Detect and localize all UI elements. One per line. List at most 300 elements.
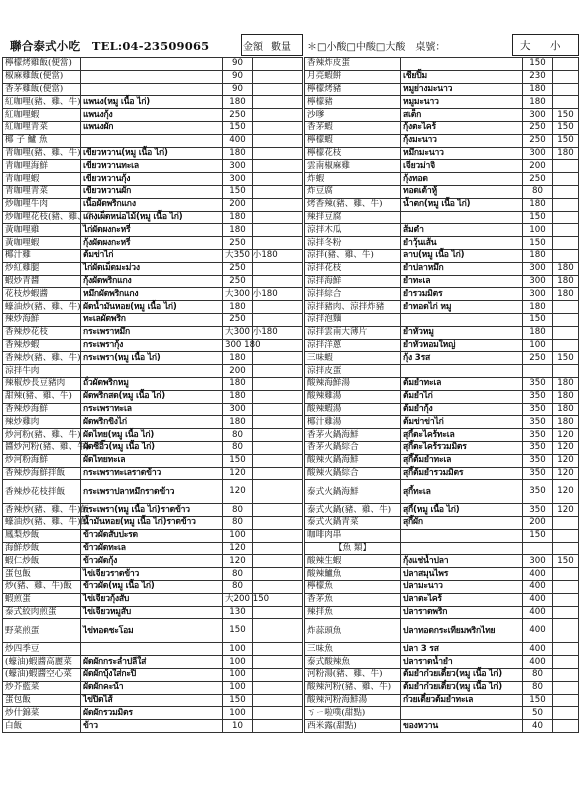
- menu-row: [3, 517, 303, 530]
- large-price: 400: [523, 656, 553, 669]
- menu-row: [305, 454, 579, 467]
- dish-name-chinese: 炸蝦: [305, 173, 401, 186]
- menu-row: [305, 581, 579, 594]
- dish-name-thai: ยำปลาหมึก: [401, 262, 523, 275]
- large-price: 80: [523, 669, 553, 682]
- menu-row: [3, 403, 303, 416]
- quantity-cell: [253, 109, 303, 122]
- menu-row: [3, 681, 303, 694]
- dish-name-thai: ไข่เจียวหมูสับ: [81, 606, 223, 619]
- dish-price: 90: [223, 83, 253, 96]
- menu-row: [305, 669, 579, 682]
- large-price: 80: [523, 185, 553, 198]
- large-column-label: 大: [520, 40, 531, 52]
- dish-name-chinese: 西米露(甜點): [305, 720, 401, 733]
- menu-row: [305, 96, 579, 109]
- quantity-cell: [253, 313, 303, 326]
- qty-column-label: 數量: [271, 42, 291, 53]
- menu-row: [3, 390, 303, 403]
- dish-name-chinese: 沙嗲: [305, 109, 401, 122]
- dish-name-chinese: 涼拌綜合: [305, 288, 401, 301]
- small-price: [553, 160, 579, 173]
- large-price: 80: [523, 681, 553, 694]
- dish-name-thai: ทอดเต้าหู้: [401, 185, 523, 198]
- dish-price: 100: [223, 643, 253, 656]
- dish-name-thai: ผัดพริกสด(หมู เนื้อ ไก่): [81, 390, 223, 403]
- dish-name-thai: ต้มยำก๋วยเตี๋ยว(หมู เนื้อ ไก่): [401, 669, 523, 682]
- large-price: 400: [523, 643, 553, 656]
- menu-row: [305, 185, 579, 198]
- dish-name-thai: [401, 211, 523, 224]
- menu-row: [3, 504, 303, 517]
- menu-row: [305, 694, 579, 707]
- dish-name-chinese: 檸檬烤雞飯(便當): [3, 58, 81, 71]
- dish-name-chinese: 酸辣火鍋海鮮: [305, 454, 401, 467]
- dish-name-chinese: 甜辣(豬、雞、牛): [3, 390, 81, 403]
- menu-row: [3, 720, 303, 733]
- dish-name-thai: ข้าวผัดทะเล: [81, 542, 223, 555]
- dish-name-chinese: 黃咖哩雞: [3, 224, 81, 237]
- dish-price: 120: [223, 542, 253, 555]
- dish-name-thai: ผัดผักบุ้งใส่กะปิ: [81, 669, 223, 682]
- dish-name-chinese: 香茅火鍋海鮮: [305, 429, 401, 442]
- menu-row: [305, 160, 579, 173]
- dish-name-chinese: 酸辣火鍋綜合: [305, 467, 401, 480]
- dish-name-chinese: 青咖哩海鮮: [3, 160, 81, 173]
- dish-name-thai: ผัดผักรวมมิตร: [81, 707, 223, 720]
- dish-price: 150: [223, 121, 253, 134]
- menu-row: [305, 58, 579, 71]
- dish-price: 300: [223, 173, 253, 186]
- menu-row: [305, 707, 579, 720]
- dish-name-chinese: 鳳梨炒飯: [3, 529, 81, 542]
- dish-name-thai: [401, 542, 523, 555]
- dish-name-chinese: 炒什錦菜: [3, 707, 81, 720]
- menu-row: [3, 643, 303, 656]
- large-price: 350: [523, 377, 553, 390]
- dish-name-thai: ไข่ปิดไส้: [81, 694, 223, 707]
- menu-row: [305, 377, 579, 390]
- dish-name-chinese: 炒咖哩牛肉: [3, 198, 81, 211]
- dish-price: 180: [223, 147, 253, 160]
- dish-name-chinese: 檸檬豬: [305, 96, 401, 109]
- right-menu-table: [304, 57, 579, 733]
- dish-price: 180: [223, 352, 253, 365]
- quantity-cell: [253, 504, 303, 517]
- dish-name-thai: หมึกผัดพริกแกง: [81, 288, 223, 301]
- quantity-cell: [253, 390, 303, 403]
- dish-name-thai: กระเพรา(หมู เนื้อ ไก่)ราดข้าว: [81, 504, 223, 517]
- menu-row: [3, 480, 303, 504]
- dish-name-chinese: 涼拌花枝: [305, 262, 401, 275]
- dish-price: 120: [223, 555, 253, 568]
- large-price: 230: [523, 70, 553, 83]
- quantity-cell: [253, 441, 303, 454]
- dish-price: 180: [223, 377, 253, 390]
- dish-name-chinese: 檸檬烤豬: [305, 83, 401, 96]
- menu-row: [3, 147, 303, 160]
- dish-price: 250: [223, 275, 253, 288]
- quantity-cell: [253, 669, 303, 682]
- dish-name-thai: ยำทะเล: [401, 275, 523, 288]
- menu-row: [3, 416, 303, 429]
- dish-name-thai: ปลาทอดกระเทียมพริกไทย: [401, 619, 523, 643]
- menu-row: [3, 83, 303, 96]
- dish-name-chinese: 涼拌木瓜: [305, 224, 401, 237]
- quantity-cell: [253, 211, 303, 224]
- dish-price: 80: [223, 441, 253, 454]
- menu-row: [3, 656, 303, 669]
- small-column-label: 小: [550, 40, 561, 52]
- dish-name-chinese: 海鮮炒飯: [3, 542, 81, 555]
- small-price: [553, 581, 579, 594]
- large-price: 180: [523, 249, 553, 262]
- dish-name-chinese: 炒河粉海鮮: [3, 454, 81, 467]
- quantity-cell: [253, 185, 303, 198]
- quantity-cell: [253, 134, 303, 147]
- dish-name-thai: ต้มข่าข่าไก่: [401, 416, 523, 429]
- quantity-cell: [253, 237, 303, 250]
- large-price: 250: [523, 134, 553, 147]
- dish-name-chinese: 咖啡肉串: [305, 529, 401, 542]
- dish-name-thai: กุ้งแช่น้ำปลา: [401, 555, 523, 568]
- quantity-cell: [253, 720, 303, 733]
- dish-name-thai: ไข่เจียวราดข้าว: [81, 568, 223, 581]
- menu-row: [305, 403, 579, 416]
- large-price: 400: [523, 593, 553, 606]
- large-price: 50: [523, 707, 553, 720]
- quantity-cell: [253, 517, 303, 530]
- small-price: [553, 529, 579, 542]
- dish-name-chinese: 酸辣蝦湯: [305, 403, 401, 416]
- dish-name-thai: น้ำตก(หมู เนื้อ ไก่): [401, 198, 523, 211]
- dish-name-thai: ไข่เจียวกุ้งสับ: [81, 593, 223, 606]
- dish-price: 150: [223, 185, 253, 198]
- dish-name-thai: ผัดไทย(หมู เนื้อ ไก่): [81, 429, 223, 442]
- dish-name-thai: กระเพรากุ้ง: [81, 339, 223, 352]
- dish-name-chinese: 香茅雞飯(便當): [3, 83, 81, 96]
- small-price: 120: [553, 441, 579, 454]
- menu-row: [3, 441, 303, 454]
- dish-name-thai: ต้มยำทะเล: [401, 377, 523, 390]
- quantity-cell: [253, 694, 303, 707]
- dish-name-thai: ผัดน้ำมันหอย(หมู เนื้อ ไก่): [81, 301, 223, 314]
- dish-name-thai: [401, 707, 523, 720]
- dish-price: 100: [223, 529, 253, 542]
- dish-name-thai: เขียวหวานกุ้ง: [81, 173, 223, 186]
- large-price: 300: [523, 109, 553, 122]
- small-price: [553, 83, 579, 96]
- section-header-row: [305, 542, 579, 555]
- menu-row: [3, 211, 303, 224]
- dish-name-thai: สุกี้ผัก: [401, 517, 523, 530]
- dish-name-chinese: 香辣炒花枝: [3, 326, 81, 339]
- dish-name-thai: ต้มข่าไก่: [81, 249, 223, 262]
- quantity-cell: [253, 542, 303, 555]
- small-price: 180: [553, 416, 579, 429]
- dish-name-thai: ผัดผักคะน้า: [81, 681, 223, 694]
- dish-name-thai: ผัดซีอิ๊ว(หมู เนื้อ ไก่): [81, 441, 223, 454]
- menu-row: [305, 720, 579, 733]
- menu-row: [305, 504, 579, 517]
- menu-row: [3, 173, 303, 186]
- dish-name-thai: [401, 58, 523, 71]
- menu-row: [3, 185, 303, 198]
- dish-name-chinese: 香辣炒(豬、雞、牛)飯: [3, 504, 81, 517]
- menu-row: [305, 224, 579, 237]
- quantity-cell: [253, 83, 303, 96]
- dish-price: 80: [223, 581, 253, 594]
- dish-name-thai: เขียวหวาน(หมู เนื้อ ไก่): [81, 147, 223, 160]
- dish-name-thai: กระเพรา(หมู เนื้อ ไก่): [81, 352, 223, 365]
- dish-name-chinese: 炒芥藍菜: [3, 681, 81, 694]
- menu-row: [3, 542, 303, 555]
- small-price: 120: [553, 480, 579, 504]
- quantity-cell: [253, 480, 303, 504]
- menu-row: [305, 593, 579, 606]
- small-price: [553, 707, 579, 720]
- dish-name-thai: กระเพราทะเล: [81, 403, 223, 416]
- dish-name-chinese: 辣椒炒長豆豬肉: [3, 377, 81, 390]
- menu-row: [305, 390, 579, 403]
- menu-row: [305, 147, 579, 160]
- menu-row: [3, 593, 303, 606]
- small-price: [553, 720, 579, 733]
- dish-name-chinese: 花枝炒蝦醬: [3, 288, 81, 301]
- dish-name-thai: ผัดพริกขิงไก่: [81, 416, 223, 429]
- quantity-cell: [253, 147, 303, 160]
- menu-row: [3, 224, 303, 237]
- dish-name-thai: ปลาราดพริก: [401, 606, 523, 619]
- dish-name-thai: เจียวม่าจิ: [401, 160, 523, 173]
- small-price: [553, 96, 579, 109]
- dish-price: 100: [223, 656, 253, 669]
- large-price: 350: [523, 403, 553, 416]
- large-price: 350: [523, 504, 553, 517]
- dish-price: 180: [223, 301, 253, 314]
- dish-name-chinese: 炒咖哩花枝(豬、雞、牛): [3, 211, 81, 224]
- small-price: [553, 237, 579, 250]
- menu-row: [3, 555, 303, 568]
- dish-name-chinese: 炒(豬、雞、牛)飯: [3, 581, 81, 594]
- dish-name-thai: สุกี้ต้มยำรวมมิตร: [401, 467, 523, 480]
- large-price: 400: [523, 606, 553, 619]
- dish-name-chinese: 椰汁雞: [3, 249, 81, 262]
- menu-row: [3, 160, 303, 173]
- menu-row: [305, 429, 579, 442]
- dish-name-thai: ข้าวผัด(หมู เนื้อ ไก่): [81, 581, 223, 594]
- dish-name-chinese: 蛋包飯: [3, 568, 81, 581]
- dish-name-chinese: 河粉湯(豬、雞、牛): [305, 669, 401, 682]
- dish-name-chinese: 酸辣雞湯: [305, 390, 401, 403]
- menu-row: [305, 619, 579, 643]
- dish-name-chinese: 涼拌豬肉、涼拌炸豬: [305, 301, 401, 314]
- dish-name-thai: [401, 313, 523, 326]
- small-price: [553, 198, 579, 211]
- dish-price: 180: [223, 390, 253, 403]
- dish-name-thai: ลาบ(หมู เนื้อ ไก่): [401, 249, 523, 262]
- dish-name-chinese: 椒麻雞飯(便當): [3, 70, 81, 83]
- dish-name-chinese: 酸辣鱸魚: [305, 568, 401, 581]
- dish-price: 180: [223, 211, 253, 224]
- dish-name-thai: ข้าว: [81, 720, 223, 733]
- menu-row: [3, 121, 303, 134]
- menu-row: [3, 301, 303, 314]
- large-price: 250: [523, 352, 553, 365]
- dish-price: 150: [223, 619, 253, 643]
- dish-name-thai: ปลาสมุนไพร: [401, 568, 523, 581]
- menu-row: [3, 326, 303, 339]
- quantity-cell: [253, 224, 303, 237]
- dish-name-chinese: 酸辣海鮮湯: [305, 377, 401, 390]
- dish-name-chinese: 泰式酸辣魚: [305, 656, 401, 669]
- dish-name-chinese: 青咖哩(豬、雞、牛): [3, 147, 81, 160]
- dish-name-thai: กุ้งผัดพริกแกง: [81, 275, 223, 288]
- small-price: [553, 185, 579, 198]
- quantity-cell: [253, 262, 303, 275]
- small-price: [553, 643, 579, 656]
- dish-name-thai: ข้าวผัดสับปะรด: [81, 529, 223, 542]
- dish-name-thai: ต้มยำกุ้ง: [401, 403, 523, 416]
- quantity-cell: [253, 173, 303, 186]
- dish-name-chinese: 泰式絞肉煎蛋: [3, 606, 81, 619]
- dish-name-chinese: 香辣炒海鮮拌飯: [3, 467, 81, 480]
- menu-row: [3, 619, 303, 643]
- large-price: 300: [523, 275, 553, 288]
- dish-name-thai: ไก่ผัดผงกะหรี่: [81, 224, 223, 237]
- large-price: 350: [523, 441, 553, 454]
- dish-price: 100: [223, 681, 253, 694]
- large-price: 300: [523, 147, 553, 160]
- menu-row: [3, 70, 303, 83]
- dish-price: 250: [223, 313, 253, 326]
- dish-price: 180: [223, 96, 253, 109]
- dish-name-chinese: 檸檬蝦: [305, 134, 401, 147]
- dish-name-thai: แกงเผ็ดหน่อไม้(หมู เนื้อ ไก่): [81, 211, 223, 224]
- dish-name-thai: แพนง(หมู เนื้อ ไก่): [81, 96, 223, 109]
- menu-row: [305, 480, 579, 504]
- small-price: [553, 326, 579, 339]
- dish-name-thai: ผัดผักกระล่ำปลีใส่: [81, 656, 223, 669]
- dish-name-thai: ยำวุ้นเส้น: [401, 237, 523, 250]
- dish-price: 80: [223, 504, 253, 517]
- large-price: 180: [523, 83, 553, 96]
- menu-row: [3, 529, 303, 542]
- large-price: 180: [523, 301, 553, 314]
- menu-row: [3, 339, 303, 352]
- dish-name-chinese: 椰汁雞湯: [305, 416, 401, 429]
- dish-name-chinese: 炒四季豆: [3, 643, 81, 656]
- small-price: [553, 656, 579, 669]
- large-price: 250: [523, 121, 553, 134]
- dish-price: 200: [223, 198, 253, 211]
- dish-price: 130: [223, 606, 253, 619]
- menu-row: [305, 275, 579, 288]
- dish-name-thai: ยำทอดไก่ หมู: [401, 301, 523, 314]
- dish-name-thai: [401, 365, 523, 378]
- quantity-cell: [253, 58, 303, 71]
- dish-name-chinese: 蝦煎蛋: [3, 593, 81, 606]
- menu-row: [3, 377, 303, 390]
- dish-price: 180: [223, 416, 253, 429]
- quantity-cell: [253, 275, 303, 288]
- menu-row: [3, 581, 303, 594]
- small-price: 120: [553, 429, 579, 442]
- dish-name-chinese: 泰式火鍋(豬、雞、牛): [305, 504, 401, 517]
- quantity-cell: [253, 352, 303, 365]
- small-price: 150: [553, 121, 579, 134]
- dish-name-chinese: 香辣炸皮蛋: [305, 58, 401, 71]
- dish-name-chinese: 泰式火鍋海鮮: [305, 480, 401, 504]
- dish-price: 90: [223, 58, 253, 71]
- menu-row: [305, 529, 579, 542]
- small-price: 180: [553, 403, 579, 416]
- dish-price: 100: [223, 669, 253, 682]
- dish-name-chinese: 香辣炒海鮮: [3, 403, 81, 416]
- menu-row: [3, 365, 303, 378]
- dish-price: 大350 小180: [223, 249, 253, 262]
- dish-price: 150: [223, 454, 253, 467]
- large-price: 350: [523, 454, 553, 467]
- menu-row: [3, 58, 303, 71]
- dish-name-thai: [81, 70, 223, 83]
- dish-name-chinese: 椰 子 鱸 魚: [3, 134, 81, 147]
- menu-row: [3, 669, 303, 682]
- large-price: 350: [523, 429, 553, 442]
- menu-row: [3, 313, 303, 326]
- dish-name-chinese: 檸檬魚: [305, 581, 401, 594]
- dish-name-thai: ข้าวผัดกุ้ง: [81, 555, 223, 568]
- dish-name-thai: สุกี้(หมู เนื้อ ไก่): [401, 504, 523, 517]
- small-price: [553, 70, 579, 83]
- dish-name-chinese: 涼拌海鮮: [305, 275, 401, 288]
- dish-name-chinese: 青咖哩蝦: [3, 173, 81, 186]
- large-price: 150: [523, 529, 553, 542]
- menu-row: [305, 555, 579, 568]
- menu-row: [3, 707, 303, 720]
- dish-name-thai: แพนงกุ้ง: [81, 109, 223, 122]
- dish-name-thai: กระเพราหมึก: [81, 326, 223, 339]
- small-price: [553, 619, 579, 643]
- menu-row: [305, 301, 579, 314]
- dish-name-thai: แพนงผัก: [81, 121, 223, 134]
- dish-name-thai: ผัดไทยทะเล: [81, 454, 223, 467]
- dish-name-chinese: 醬炒河粉(豬、雞、牛): [3, 441, 81, 454]
- dish-name-thai: [81, 83, 223, 96]
- dish-name-chinese: 炒河粉(豬、雞、牛): [3, 429, 81, 442]
- quantity-cell: [253, 96, 303, 109]
- dish-name-chinese: 紅咖哩(豬、雞、牛): [3, 96, 81, 109]
- menu-row: [3, 109, 303, 122]
- dish-name-chinese: 涼拌皮蛋: [305, 365, 401, 378]
- dish-name-thai: กุ้ง 3รส: [401, 352, 523, 365]
- small-price: [553, 313, 579, 326]
- large-price: 250: [523, 173, 553, 186]
- dish-name-thai: ต้มยำก๋วยเตี๋ยว(หมู เนื้อ ไก่): [401, 681, 523, 694]
- large-price: 350: [523, 390, 553, 403]
- dish-price: 300: [223, 403, 253, 416]
- dish-name-chinese: 酸辣河粉(豬、雞、牛): [305, 681, 401, 694]
- dish-name-chinese: 檸檬花枝: [305, 147, 401, 160]
- menu-row: [3, 237, 303, 250]
- quantity-cell: [253, 681, 303, 694]
- dish-name-chinese: 香辣炒蝦: [3, 339, 81, 352]
- dish-name-thai: ก๋วยเตี๋ยวต้มยำทะเล: [401, 694, 523, 707]
- small-price: [553, 224, 579, 237]
- menu-row: [305, 288, 579, 301]
- dish-name-thai: [81, 134, 223, 147]
- menu-row: [305, 83, 579, 96]
